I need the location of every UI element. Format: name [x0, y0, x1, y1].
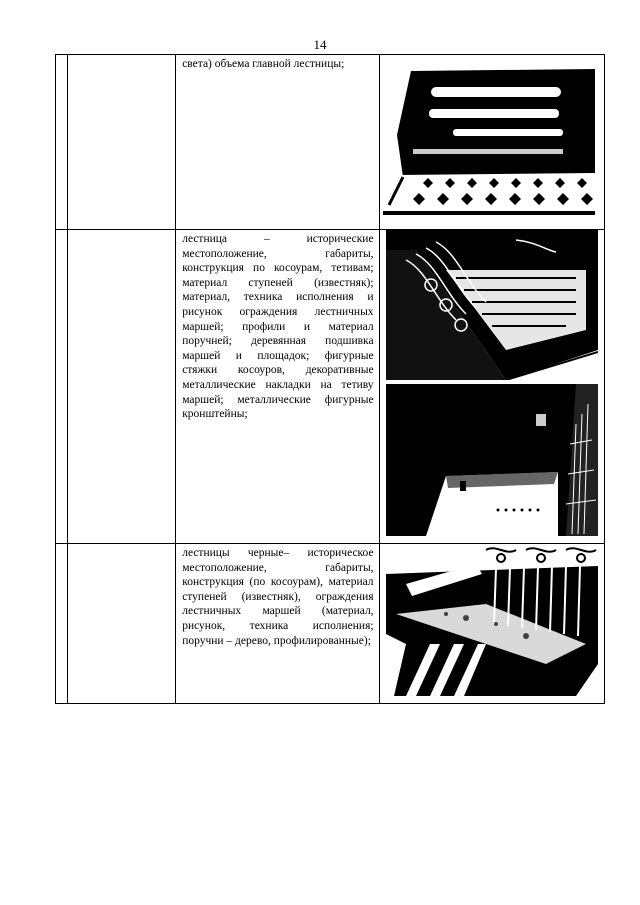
staircase-landing-photo — [386, 384, 601, 536]
description-text: лестницы черные– историческое местоположение, габариты, конструкция (по косоурам), материал ступеней (известняк), ограждения лестничных маршей (материал, рисунок, техника исполнения; поручни – дерево, профилированные); — [182, 547, 374, 647]
category-cell — [68, 230, 176, 544]
category-cell — [68, 55, 176, 230]
description-cell — [176, 544, 379, 704]
staircase-railing-photo — [386, 230, 601, 380]
staircase-steps-photo — [383, 65, 604, 215]
description-text: света) объема главной лестницы; — [182, 58, 345, 70]
description-text: лестница – исторические местоположение, габариты, конструкция по косоурам, тетивам; материал ступеней (известняк); материал, техника исполнения и рисунок ограждения лестничных маршей; профили и материал поручней; деревянная подшивка маршей и площадок; фигурные стяжки косоуров, декоративные металлические накладки на тетиву маршей; металлические фигурные кронштейны; — [182, 233, 374, 421]
table-row — [56, 230, 605, 544]
table-row — [56, 544, 605, 704]
photo-cell — [379, 55, 604, 230]
index-cell — [56, 230, 68, 544]
description-cell — [176, 230, 379, 544]
index-cell — [56, 55, 68, 230]
description-cell — [176, 55, 379, 230]
photo-cell — [379, 230, 604, 544]
table-row — [56, 55, 605, 230]
index-cell — [56, 544, 68, 704]
page-number: 14 — [313, 37, 327, 52]
heritage-table — [55, 54, 605, 704]
category-cell — [68, 544, 176, 704]
photo-cell — [379, 544, 604, 704]
back-staircase-photo — [386, 544, 601, 696]
